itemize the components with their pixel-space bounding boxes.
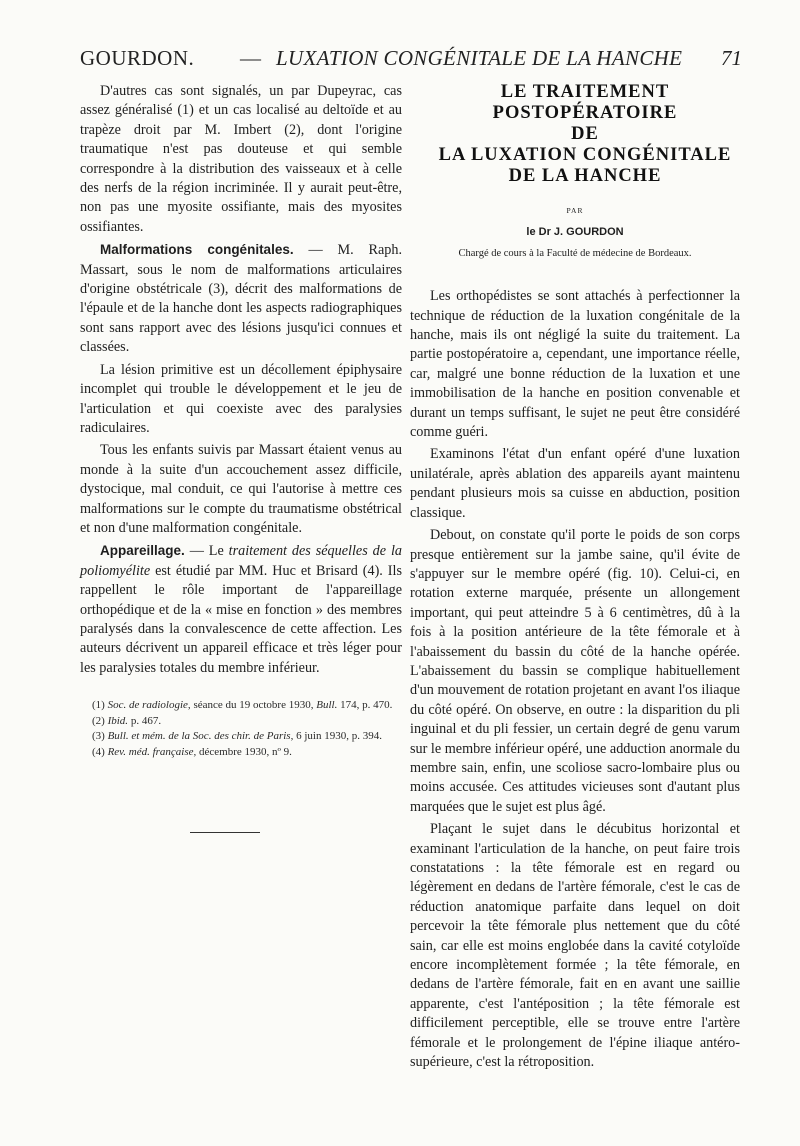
left-paragraph-1: D'autres cas sont signalés, un par Dupeyrac, cas assez généralisé (1) et un cas localisé au deltoïde et au trapèze droit par M. Imbert (2), dont l'origine traumatique n'est pas douteuse et qui semble correspondre à la distribution des vaisseaux et à celle des nerfs de la région incriminée. Il y aurait peut-être, non pas une myosite ossifiante, mais des myosites ossifiantes. (80, 83, 402, 235)
section-separator-rule (190, 832, 260, 833)
article-title-line-2: POSTOPÉRATOIRE (492, 103, 678, 123)
article-title-line-1: LE TRAITEMENT (500, 82, 670, 102)
article-title-line-4: LA LUXATION CONGÉNITALE (438, 145, 732, 165)
right-paragraph-1: Les orthopédistes se sont attachés à perfectionner la technique de réduction de la luxation congénitale de la hanche, mais ils ont négligé la suite du traitement. La partie postopératoire a, cependant, une importance réelle, car, malgré une bonne réduction de la luxation et une immobilisation de la hanche en position convenable et durant un temps suffisant, le sujet ne peut être considéré comme guéri. (410, 288, 740, 441)
article-body (410, 287, 740, 1072)
footnote-1-num: (1) (92, 699, 108, 712)
left-paragraph-5 (80, 541, 402, 678)
footnote-1 (80, 698, 402, 714)
left-paragraph-2 (80, 240, 402, 357)
author-affiliation: Chargé de cours à la Faculté de médecine de Bordeaux. (458, 247, 692, 259)
footnote-3-italic: Bull. et mém. de la Soc. des chir. de Paris, (107, 730, 294, 743)
running-head-title: LUXATION CONGÉNITALE DE LA HANCHE (276, 46, 683, 70)
byline-par: PAR (566, 206, 584, 215)
footnote-3 (80, 729, 402, 745)
footnote-4-italic: Rev. méd. française, (107, 745, 197, 758)
left-paragraph-5-italic: traitement des séquelles de la poliomyélite (80, 543, 402, 579)
running-head (80, 46, 740, 76)
footnote-1-italic: Soc. de radiologie, (107, 699, 191, 712)
left-paragraph-4: Tous les enfants suivis par Massart étaient venus au monde à la suite d'un accouchement assez difficile, dystocique, mal conduit, ce qui l'autorise à mettre ces malformations sur le compte du traumatisme obstétrical et non d'une malformation congénitale. (80, 442, 402, 536)
footnote-2-rest: p. 467. (128, 714, 162, 727)
section-heading-malformations: Malformations congénitales. (100, 242, 294, 258)
article-title-line-5: DE LA HANCHE (508, 166, 662, 186)
left-column (80, 82, 402, 833)
byline-author: le Dr J. GOURDON (526, 226, 624, 239)
section-heading-appareillage: Appareillage. (100, 543, 185, 559)
running-head-dash: — (240, 46, 261, 70)
footnote-4-rest: décembre 1930, nº 9. (196, 745, 292, 758)
left-paragraph-3: La lésion primitive est un décollement épiphysaire incomplet qui trouble le développement et le jeu de l'articulation et qui coexiste avec des paralysies radiculaires. (80, 361, 402, 436)
footnote-2-num: (2) (92, 714, 108, 727)
footnote-1-italic-2: Bull. (316, 699, 338, 712)
running-head-author: GOURDON. (80, 46, 195, 70)
right-paragraph-2: Examinons l'état d'un enfant opéré d'une luxation unilatérale, après ablation des appareils ayant maintenu pendant plusieurs mois sa cuisse en abduction, position classique. (410, 446, 740, 521)
left-paragraph-5-b: est étudié par MM. Huc et Brisard (4). Ils rappellent le rôle important de l'appareillage orthopédique et de la « mise en fonction » des membres paralysés dans la convalescence de cette affection. Les auteurs décrivent un appareil efficace et très léger pour les paralysies totales du membre inférieur. (80, 562, 402, 676)
footnote-4-num: (4) (92, 745, 108, 758)
article-title-line-3: DE (571, 124, 599, 144)
right-paragraph-3: Debout, on constate qu'il porte le poids de son corps presque entièrement sur la jambe saine, qu'il évite de s'appuyer sur le membre opéré (fig. 10). Celui-ci, en rotation externe marquée, présente un allongement important, qui peut atteindre 5 à 6 centimètres, dû à la fois à la position antérieure de la tête fémorale et à l'abaissement du bassin du côté de la hanche opérée. L'abaissement du bassin se complique habituellement d'un mouvement de rotation projetant en avant l'os iliaque du côté opéré. On observe, en outre : la disparition du pli inguinal et du pli fessier, un certain degré de genu varum sur le membre inférieur opéré, une adduction anormale du membre sain, enfin, une scoliose sacro-lombaire plus ou moins accusée. Ces attitudes vicieuses sont d'autant plus marquées que le sujet est plus âgé. (410, 527, 740, 815)
left-paragraph-5-a: — Le (184, 543, 229, 560)
page-number: 71 (721, 46, 742, 70)
left-paragraph-2-text: — M. Raph. Massart, sous le nom de malformations articulaires d'origine obstétricale (3), décrit des malformations de l'épaule et de la hanche dont les aspects radiographiques sont sans rapport avec des lésions jusqu'ici connues et classées. (80, 242, 402, 356)
footnotes (80, 698, 402, 760)
footnote-1-rest: séance du 19 octobre 1930, (190, 699, 317, 712)
footnote-2-italic: Ibid. (107, 714, 129, 727)
footnote-2 (80, 714, 402, 730)
footnote-4 (80, 745, 402, 761)
article-title (410, 82, 740, 187)
footnote-1-rest-2: 174, p. 470. (337, 699, 393, 712)
right-column (410, 82, 740, 1072)
right-paragraph-4: Plaçant le sujet dans le décubitus horizontal et examinant l'articulation de la hanche, on peut faire trois constatations : la tête fémorale est en regard ou légèrement en dedans de l'artère fémorale, c'est le cas de réduction anatomique parfaite dans lequel on doit percevoir la tête fémorale plus nettement que du côté sain, car elle est moins englobée dans la cavité cotyloïde encore incomplètement formée ; la tête fémorale, en dedans de l'artère fémorale, fait en en avant une saillie apparente, c'est l'antéposition ; la tête fémorale est difficilement perceptible, elle se trouve entre l'artère fémorale et le prolongement de l'épine iliaque antéro-supérieure, c'est la rétroposition. (410, 821, 740, 1071)
footnote-3-num: (3) (92, 730, 108, 743)
footnote-3-rest: 6 juin 1930, p. 394. (293, 730, 382, 743)
